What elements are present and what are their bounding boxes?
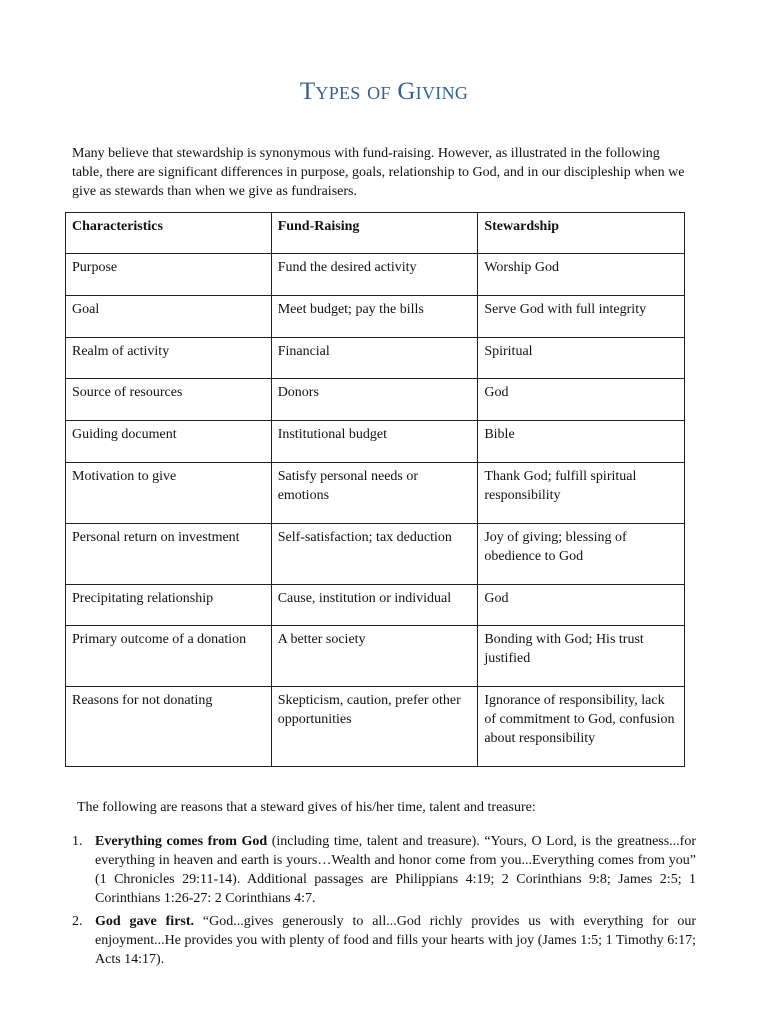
cell-fund-raising: Skepticism, caution, prefer other opportunities	[271, 687, 478, 767]
cell-characteristic: Precipitating relationship	[66, 585, 272, 626]
list-number: 2.	[72, 914, 83, 929]
cell-fund-raising: Self-satisfaction; tax deduction	[271, 524, 478, 585]
table-row	[66, 254, 685, 296]
cell-characteristic: Source of resources	[66, 379, 272, 421]
cell-characteristic: Reasons for not donating	[66, 687, 272, 767]
list-item	[72, 832, 696, 908]
cell-stewardship: Bonding with God; His trust justified	[478, 626, 685, 687]
table-row	[66, 524, 685, 585]
cell-fund-raising: Donors	[271, 379, 478, 421]
cell-characteristic: Personal return on investment	[66, 524, 272, 585]
cell-fund-raising: Meet budget; pay the bills	[271, 296, 478, 338]
table-row	[66, 296, 685, 338]
cell-fund-raising: Financial	[271, 338, 478, 379]
header-fund-raising: Fund-Raising	[271, 213, 478, 254]
reasons-lead: The following are reasons that a steward gives of his/her time, talent and treasure:	[77, 800, 536, 815]
cell-stewardship: Serve God with full integrity	[478, 296, 685, 338]
cell-fund-raising: Satisfy personal needs or emotions	[271, 463, 478, 524]
cell-characteristic: Motivation to give	[66, 463, 272, 524]
cell-characteristic: Goal	[66, 296, 272, 338]
table-row	[66, 687, 685, 767]
cell-fund-raising: Cause, institution or individual	[271, 585, 478, 626]
cell-stewardship: Thank God; fulfill spiritual responsibility	[478, 463, 685, 524]
cell-fund-raising: Fund the desired activity	[271, 254, 478, 296]
cell-stewardship: Spiritual	[478, 338, 685, 379]
list-item-heading: God gave first.	[95, 914, 195, 929]
intro-paragraph: Many believe that stewardship is synonymous with fund-raising. However, as illustrated in the following table, there are significant differences in purpose, goals, relationship to God, and in our discipleship when we give as stewards than when we give as fundraisers.	[72, 146, 685, 199]
table-header-row	[66, 213, 685, 254]
table-row	[66, 338, 685, 379]
cell-characteristic: Primary outcome of a donation	[66, 626, 272, 687]
table-row	[66, 421, 685, 463]
cell-stewardship: Ignorance of responsibility, lack of commitment to God, confusion about responsibility	[478, 687, 685, 767]
cell-stewardship: Worship God	[478, 254, 685, 296]
cell-characteristic: Purpose	[66, 254, 272, 296]
page-title: Types of Giving	[299, 78, 469, 105]
cell-fund-raising: Institutional budget	[271, 421, 478, 463]
table-row	[66, 626, 685, 687]
list-number: 1.	[72, 834, 83, 849]
table-row	[66, 463, 685, 524]
list-item-text: “God...gives generously to all...God richly provides us with everything for our enjoyment...He provides you with plenty of food and fills your hearts with joy (James 1:5; 1 Timothy 6:17; Acts 14:17).	[95, 914, 696, 967]
list-item-text: (including time, talent and treasure). “Yours, O Lord, is the greatness...for everything in heaven and earth is yours…Wealth and honor come from you...Everything comes from you” (1 Chronicles 29:11-14). Additional passages are Philippians 4:19; 2 Corinthians 9:8; James 2:5; 1 Corinthians 1:26-27: 2 Corinthians 4:7.	[95, 834, 697, 906]
cell-characteristic: Realm of activity	[66, 338, 272, 379]
header-stewardship: Stewardship	[478, 213, 685, 254]
header-characteristics: Characteristics	[66, 213, 272, 254]
cell-stewardship: God	[478, 379, 685, 421]
cell-stewardship: God	[478, 585, 685, 626]
list-item	[72, 912, 696, 969]
cell-stewardship: Bible	[478, 421, 685, 463]
cell-characteristic: Guiding document	[66, 421, 272, 463]
table-row	[66, 585, 685, 626]
reasons-list	[72, 832, 696, 973]
table-row	[66, 379, 685, 421]
cell-stewardship: Joy of giving; blessing of obedience to God	[478, 524, 685, 585]
cell-fund-raising: A better society	[271, 626, 478, 687]
list-item-heading: Everything comes from God	[95, 834, 268, 849]
comparison-table	[65, 212, 685, 767]
